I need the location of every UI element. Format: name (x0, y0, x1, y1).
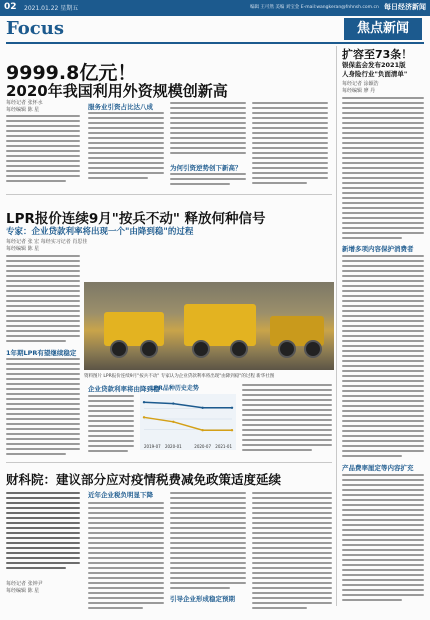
side-subhead-2: 产品费率厘定等内容扩充 (342, 464, 414, 472)
lpr-subtitle: 专家：企业贷款利率将出现一个"由降到稳"的过程 (6, 227, 194, 237)
lead-headline-line1: 9999.8亿元！ (6, 62, 137, 84)
chart-point (143, 416, 145, 418)
brand-name: 每日经济新闻 (384, 3, 426, 11)
chart-x-tick-label: 2020-01 (164, 444, 182, 449)
chart-x-tick-label: 2021-01 (215, 444, 232, 449)
finance-byline-2: 每经编辑 陈 星 (6, 588, 40, 594)
lpr-chart (140, 394, 236, 450)
editor-line: 编辑 王可然 美编 刘宝金 E-mail:wangkeran@fnhnsh.com.cn (250, 5, 379, 10)
lead-subhead-2: 为何引资逆势创下新高？ (170, 164, 242, 172)
side-headline-line2: 银保监会发布2021版 (342, 61, 406, 69)
lpr-subhead-1: 1年期LPR有望继续稳定 (6, 349, 77, 357)
top-bar (0, 0, 430, 16)
story-divider-2 (6, 462, 332, 463)
issue-date: 2021.01.22 星期五 (24, 5, 79, 12)
side-headline-line1: 扩容至73条！ (342, 48, 413, 61)
finance-headline: 财科院：建议部分应对疫情税费减免政策适度延续 (6, 472, 282, 487)
column-divider (336, 46, 337, 606)
lead-headline-line2: 2020年我国利用外资规模创新高 (6, 82, 228, 100)
header-rule (6, 42, 424, 44)
chart-point (231, 407, 233, 409)
lpr-headline: LPR报价连续9月"按兵不动" 释放何种信号 (6, 211, 266, 227)
chart-point (231, 429, 233, 431)
chart-x-tick-label: 2020-07 (194, 444, 212, 449)
lpr-byline-2: 每经编辑 陈 星 (6, 246, 40, 252)
lpr-subhead-2: 企业贷款利率将由降到稳 (88, 385, 160, 393)
lead-byline-2: 每经编辑 陈 星 (6, 107, 40, 113)
side-byline-1: 每经记者 涂颖浩 (342, 81, 379, 87)
finance-subhead-2: 引导企业形成稳定预期 (170, 595, 235, 603)
chart-point (143, 401, 145, 403)
side-byline-2: 每经编辑 廖 丹 (342, 88, 376, 94)
lpr-byline-1: 每经记者 张 宏 每经实习记者 肖思佳 (6, 239, 88, 245)
side-headline-line3: 人身险行业"负面清单" (342, 70, 408, 78)
lead-byline-1: 每经记者 张怀水 (6, 100, 43, 106)
finance-byline-1: 每经记者 张钟尹 (6, 581, 43, 587)
finance-subhead-1: 近年企业税负明显下降 (88, 491, 153, 499)
chart-point (201, 407, 203, 409)
story-divider-1 (6, 194, 332, 195)
section-title-cn: 焦点新闻 (344, 18, 422, 40)
chart-point (172, 421, 174, 423)
section-title-en: Focus (6, 18, 64, 39)
chart-series-line-1 (144, 417, 232, 430)
chart-title: LPR品种历史走势 (150, 385, 199, 392)
page-number: 02 (4, 2, 17, 12)
photo-caption: 资料图片 LPR报价连续9月"按兵不动" 专家认为企业贷款利率将出现"由降到稳"的过程 新华社图 (84, 374, 275, 379)
chart-series-line-0 (144, 402, 232, 408)
chart-point (172, 402, 174, 404)
chart-x-tick-label: 2019-07 (144, 444, 161, 449)
lpr-chart-svg (140, 394, 236, 450)
lead-subhead-1: 服务业引资占比达八成 (88, 103, 153, 111)
chart-point (201, 429, 203, 431)
news-photo-trucks (84, 282, 334, 370)
side-subhead-1: 新增多项内容保护消费者 (342, 245, 414, 253)
